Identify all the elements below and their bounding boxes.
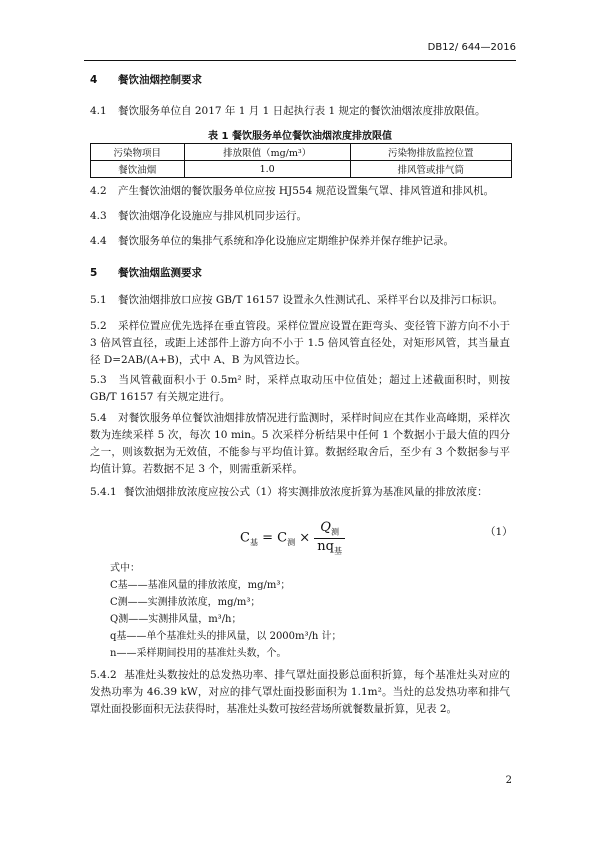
clause-5-4-1: 5.4.1 餐饮油烟排放浓度应按公式（1）将实测排放浓度折算为基准风量的排放浓度： — [90, 486, 488, 498]
table-cell: 1.0 — [184, 161, 350, 178]
clause-5-4: 5.4 对餐饮服务单位餐饮油烟排放情况进行监测时，采样时间应在其作业高峰期，采样次数为连续采样 5 次，每次 10 min。5 次采样分析结果中任何 1 个数据小于最大值的四分之一，则该数据为无效值，不能参与平均值计算。数据经取舍后，至少有 3 个数据参与平均值计算。若数据不足 3 个，则需重新采样。 — [90, 412, 510, 475]
table-cell: 餐饮油烟 — [91, 161, 185, 178]
page-number: 2 — [505, 775, 512, 786]
table-row — [91, 161, 512, 178]
table-1-caption: 表 1 餐饮服务单位餐饮油烟浓度排放限值 — [208, 131, 392, 142]
clause-4-3: 4.3 餐饮油烟净化设施应与排风机同步运行。 — [90, 210, 307, 222]
variable-definition: q基——单个基准灶头的排风量，以 2000m³/h 计； — [110, 631, 342, 642]
section-4-heading: 4 餐饮油烟控制要求 — [90, 74, 202, 86]
table-header-cell: 污染物项目 — [91, 144, 185, 161]
variable-definition: Q测——实测排风量，m³/h； — [110, 614, 242, 625]
standard-code: DB12/ 644—2016 — [427, 42, 516, 53]
variable-definition: C基——基准风量的排放浓度，mg/m³； — [110, 580, 291, 591]
clause-5-2: 5.2 采样位置应优先选择在垂直管段。采样位置应设置在距弯头、变径管下游方向不小于 3 倍风管直径，或距上述部件上游方向不小于 1.5 倍风管直径处，对矩形风管，其当量直径 D=2AB/(A+B)，式中 A、B 为风管边长。 — [90, 320, 510, 366]
where-label: 式中： — [110, 563, 140, 574]
clause-5-1: 5.1 餐饮油烟排放口应按 GB/T 16157 设置永久性测试孔、采样平台以及排污口标识。 — [90, 294, 504, 306]
header-rule — [84, 60, 516, 61]
table-header-row — [91, 144, 512, 161]
clause-4-1: 4.1 餐饮服务单位自 2017 年 1 月 1 日起执行表 1 规定的餐饮油烟浓度排放限值。 — [90, 105, 486, 117]
clause-5-4-2: 5.4.2 基准灶头数按灶的总发热功率、排气罩灶面投影总面积折算，每个基准灶头对应的发热功率为 46.39 kW，对应的排气罩灶面投影面积为 1.1m²。当灶的总发热功率和排气罩灶面投影面积无法获得时，基准灶头数可按经营场所就餐数量折算，见表 2。 — [90, 669, 510, 715]
variable-definition: C测——实测排放浓度，mg/m³； — [110, 597, 261, 608]
table-header-cell: 排放限值（mg/m³） — [184, 144, 350, 161]
emission-limit-table — [90, 143, 512, 178]
table-cell: 排风管或排气筒 — [350, 161, 511, 178]
concentration-formula: $C_基 = C_测$ × $Q_测$ $nq_基$ — [240, 520, 345, 556]
variable-definition: n——采样期间投用的基准灶头数，个。 — [110, 648, 287, 659]
formula-number: （1） — [485, 526, 513, 538]
clause-4-2: 4.2 产生餐饮油烟的餐饮服务单位应按 HJ554 规范设置集气罩、排风管道和排风机。 — [90, 185, 495, 197]
table-header-cell: 污染物排放监控位置 — [350, 144, 511, 161]
section-5-heading: 5 餐饮油烟监测要求 — [90, 267, 202, 279]
clause-5-3: 5.3 当风管截面积小于 0.5m² 时，采样点取动压中位值处；超过上述截面积时，则按 GB/T 16157 有关规定进行。 — [90, 374, 510, 403]
clause-4-4: 4.4 餐饮服务单位的集排气系统和净化设施应定期维护保养并保存维护记录。 — [90, 235, 454, 247]
